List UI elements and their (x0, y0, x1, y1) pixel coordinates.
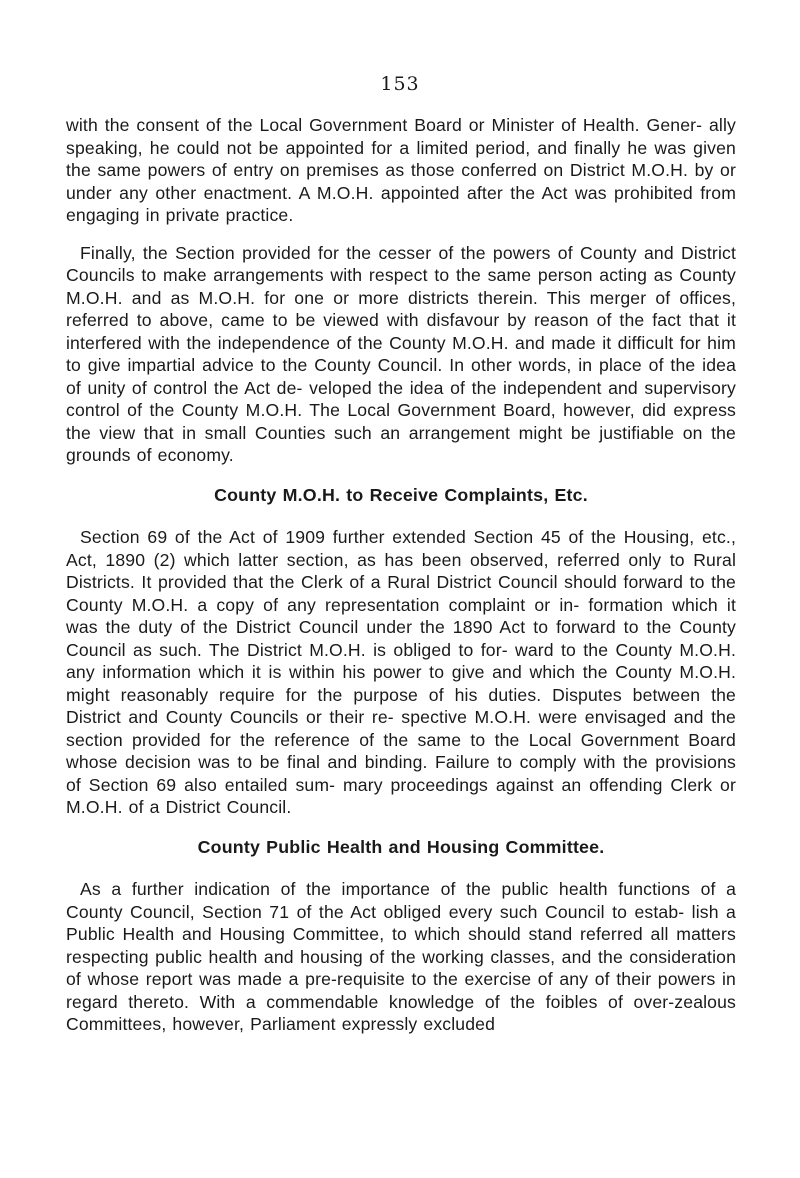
section-heading-committee: County Public Health and Housing Committee. (197, 836, 605, 857)
paragraph-section-71: As a further indication of the importance of the public health functions of a County Council, Section 71 of the Act obliged every such Council to estab- lish a Public Health and Housing Committee, to which should stand referred all matters respecting public health and housing of the working classes, and the consideration of whose report was made a pre-requisite to the exercise of any of their powers in regard thereto. With a commendable knowledge of the foibles of over-zealous Committees, however, Parliament expressly excluded (66, 879, 736, 1034)
paragraph-continued: with the consent of the Local Government Board or Minister of Health. Gener- ally speaking, he could not be appointed for a limited period, and finally he was given the same powers of entry on premises as those conferred on District M.O.H. by or under any other enactment. A M.O.H. appointed after the Act was prohibited from engaging in private practice. (66, 115, 736, 225)
paragraph-section-69: Section 69 of the Act of 1909 further extended Section 45 of the Housing, etc., Act, 1890 (2) which latter section, as has been observed, referred only to Rural Districts. It provided that the Clerk of a Rural District Council should forward to the County M.O.H. a copy of any representation complaint or in- formation which it was the duty of the District Council under the 1890 Act to forward to the County Council as such. The District M.O.H. is obliged to for- ward to the County M.O.H. any information which it is within his power to give and which the County M.O.H. might reasonably require for the purpose of his duties. Disputes between the District and County Councils or their re- spective M.O.H. were envisaged and the section provided for the reference of the same to the Local Government Board whose decision was to be final and binding. Failure to comply with the provisions of Section 69 also entailed sum- mary proceedings against an offending Clerk or M.O.H. of a District Council. (66, 527, 736, 817)
page-number: 153 (380, 73, 420, 95)
page-body (66, 114, 736, 1051)
paragraph-cesser-of-powers: Finally, the Section provided for the cesser of the powers of County and District Councils to make arrangements with respect to the same person acting as County M.O.H. and as M.O.H. for one or more districts therein. This merger of offices, referred to above, came to be viewed with disfavour by reason of the fact that it interfered with the independence of the County M.O.H. and made it difficult for him to give impartial advice to the County Council. In other words, in place of the idea of unity of control the Act de- veloped the idea of the independent and supervisory control of the County M.O.H. The Local Government Board, however, did express the view that in small Counties such an arrangement might be justifiable on the grounds of economy. (66, 242, 736, 465)
section-heading-complaints: County M.O.H. to Receive Complaints, Etc. (214, 484, 588, 505)
